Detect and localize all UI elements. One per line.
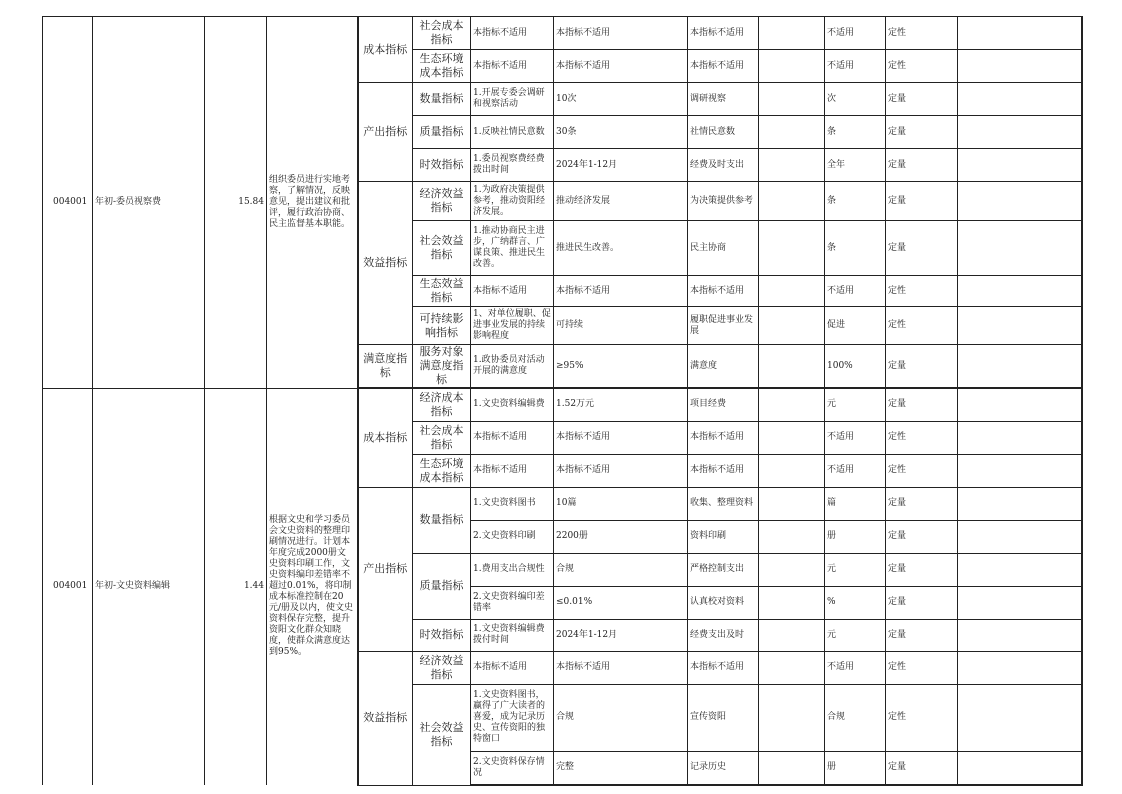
- project-goal: 组织委员进行实地考察，了解情况，反映意见，提出建议和批评，履行政治协商、民主监督基本职能。: [267, 17, 358, 389]
- indicator-name: 1.委员视察费经费拨出时间: [471, 149, 554, 182]
- indicator-name: 1.开展专委会调研和视察活动: [471, 83, 554, 116]
- indicator-unit: 元: [825, 388, 886, 421]
- indicator-value: 本指标不适用: [554, 651, 688, 684]
- blank-cell: [759, 149, 825, 182]
- remarks-cell: [958, 307, 1082, 345]
- remarks-cell: [958, 421, 1082, 454]
- indicator-type: 定量: [886, 553, 958, 586]
- blank-cell: [759, 421, 825, 454]
- indicator-name: 1.文史资料编辑费拨付时间: [471, 619, 554, 651]
- indicator-level2: 社会效益指标: [413, 221, 471, 276]
- indicator-level2: 生态环境成本指标: [413, 454, 471, 487]
- indicator-unit: %: [825, 586, 886, 619]
- indicator-basis: 资料印刷: [688, 520, 759, 553]
- indicator-type: 定性: [886, 421, 958, 454]
- indicator-value: 本指标不适用: [554, 17, 688, 50]
- indicator-basis: 本指标不适用: [688, 50, 759, 83]
- remarks-cell: [958, 619, 1082, 651]
- remarks-cell: [958, 487, 1082, 520]
- blank-cell: [759, 17, 825, 50]
- indicator-basis: 本指标不适用: [688, 421, 759, 454]
- indicator-basis: 经费支出及时: [688, 619, 759, 651]
- blank-cell: [759, 553, 825, 586]
- indicator-unit: 不适用: [825, 50, 886, 83]
- project-code: 004001: [43, 388, 93, 785]
- indicator-basis: 经费及时支出: [688, 149, 759, 182]
- indicator-basis: 民主协商: [688, 221, 759, 276]
- remarks-cell: [958, 651, 1082, 684]
- indicator-unit: 100%: [825, 345, 886, 389]
- indicator-type: 定量: [886, 182, 958, 221]
- blank-cell: [759, 487, 825, 520]
- project-amount: 15.84: [205, 17, 267, 389]
- indicator-value: 本指标不适用: [554, 50, 688, 83]
- indicator-value: 完整: [554, 751, 688, 785]
- indicator-unit: 册: [825, 751, 886, 785]
- indicator-type: 定性: [886, 454, 958, 487]
- indicator-value: 2024年1-12月: [554, 149, 688, 182]
- blank-cell: [759, 182, 825, 221]
- table-body: [43, 17, 1082, 786]
- indicator-unit: 促进: [825, 307, 886, 345]
- remarks-cell: [958, 83, 1082, 116]
- remarks-cell: [958, 221, 1082, 276]
- indicator-name: 1.文史资料编辑费: [471, 388, 554, 421]
- indicator-value: 推动经济发展: [554, 182, 688, 221]
- indicator-unit: 次: [825, 83, 886, 116]
- indicator-type: 定性: [886, 17, 958, 50]
- indicator-basis: 调研视察: [688, 83, 759, 116]
- blank-cell: [759, 83, 825, 116]
- indicator-type: 定量: [886, 586, 958, 619]
- indicator-unit: 全年: [825, 149, 886, 182]
- remarks-cell: [958, 17, 1082, 50]
- indicator-unit: 不适用: [825, 17, 886, 50]
- indicator-name: 本指标不适用: [471, 454, 554, 487]
- indicator-unit: 条: [825, 116, 886, 149]
- indicator-type: 定量: [886, 149, 958, 182]
- indicator-unit: 条: [825, 221, 886, 276]
- table-row: [43, 17, 1082, 50]
- indicator-basis: 本指标不适用: [688, 17, 759, 50]
- indicator-unit: 元: [825, 553, 886, 586]
- indicator-type: 定性: [886, 50, 958, 83]
- indicator-level2: 质量指标: [413, 553, 471, 619]
- indicator-basis: 满意度: [688, 345, 759, 389]
- blank-cell: [759, 651, 825, 684]
- indicator-level1: 效益指标: [358, 182, 413, 345]
- remarks-cell: [958, 50, 1082, 83]
- indicator-level1: 产出指标: [358, 487, 413, 651]
- indicator-name: 本指标不适用: [471, 50, 554, 83]
- performance-indicator-table: [42, 16, 1083, 786]
- indicator-type: 定性: [886, 307, 958, 345]
- indicator-level2: 可持续影响指标: [413, 307, 471, 345]
- remarks-cell: [958, 116, 1082, 149]
- indicator-unit: 篇: [825, 487, 886, 520]
- indicator-name: 本指标不适用: [471, 276, 554, 307]
- indicator-level1: 产出指标: [358, 83, 413, 182]
- indicator-unit: 不适用: [825, 454, 886, 487]
- indicator-unit: 元: [825, 619, 886, 651]
- blank-cell: [759, 388, 825, 421]
- project-goal: 根据文史和学习委员会文史资料的整理印刷情况进行。计划本年度完成2000册文史资料印刷工作，文史资料编印差错率不超过0.01%，将印制成本标准控制在20元/册及以内，使文史资料保存完整，提升资阳文化群众知晓度，使群众满意度达到95%。: [267, 388, 358, 785]
- indicator-value: 本指标不适用: [554, 454, 688, 487]
- indicator-basis: 严格控制支出: [688, 553, 759, 586]
- indicator-basis: 本指标不适用: [688, 651, 759, 684]
- indicator-name: 2.文史资料印刷: [471, 520, 554, 553]
- indicator-name: 1.推动协商民主进步，广纳群言、广谋良策、推进民生改善。: [471, 221, 554, 276]
- blank-cell: [759, 586, 825, 619]
- indicator-value: 推进民生改善。: [554, 221, 688, 276]
- indicator-type: 定量: [886, 619, 958, 651]
- indicator-type: 定量: [886, 221, 958, 276]
- indicator-type: 定量: [886, 388, 958, 421]
- indicator-type: 定量: [886, 751, 958, 785]
- indicator-basis: 项目经费: [688, 388, 759, 421]
- indicator-name: 1.为政府决策提供参考，推动资阳经济发展。: [471, 182, 554, 221]
- indicator-value: 10篇: [554, 487, 688, 520]
- remarks-cell: [958, 553, 1082, 586]
- blank-cell: [759, 116, 825, 149]
- remarks-cell: [958, 388, 1082, 421]
- indicator-name: 1.文史资料图书，赢得了广大读者的喜爱，成为记录历史、宣传资阳的独特窗口: [471, 684, 554, 751]
- blank-cell: [759, 751, 825, 785]
- indicator-level2: 社会成本指标: [413, 17, 471, 50]
- indicator-type: 定性: [886, 651, 958, 684]
- indicator-level2: 质量指标: [413, 116, 471, 149]
- remarks-cell: [958, 276, 1082, 307]
- indicator-value: 合规: [554, 553, 688, 586]
- indicator-name: 本指标不适用: [471, 421, 554, 454]
- indicator-unit: 条: [825, 182, 886, 221]
- indicator-value: 本指标不适用: [554, 421, 688, 454]
- indicator-value: 本指标不适用: [554, 276, 688, 307]
- remarks-cell: [958, 684, 1082, 751]
- blank-cell: [759, 307, 825, 345]
- indicator-level2: 时效指标: [413, 149, 471, 182]
- table-row: [43, 388, 1082, 421]
- indicator-basis: 收集、整理资料: [688, 487, 759, 520]
- indicator-value: 30条: [554, 116, 688, 149]
- indicator-type: 定量: [886, 520, 958, 553]
- indicator-basis: 本指标不适用: [688, 454, 759, 487]
- indicator-basis: 宣传资阳: [688, 684, 759, 751]
- indicator-unit: 不适用: [825, 421, 886, 454]
- project-name: 年初-委员视察费: [93, 17, 205, 389]
- indicator-level1: 满意度指标: [358, 345, 413, 389]
- project-name: 年初-文史资料编辑: [93, 388, 205, 785]
- indicator-basis: 为决策提供参考: [688, 182, 759, 221]
- indicator-name: 1.政协委员对活动开展的满意度: [471, 345, 554, 389]
- indicator-type: 定量: [886, 345, 958, 389]
- remarks-cell: [958, 454, 1082, 487]
- indicator-value: ≥95%: [554, 345, 688, 389]
- indicator-basis: 认真校对资料: [688, 586, 759, 619]
- blank-cell: [759, 345, 825, 389]
- blank-cell: [759, 276, 825, 307]
- indicator-level2: 社会效益指标: [413, 684, 471, 785]
- indicator-level2: 数量指标: [413, 487, 471, 553]
- indicator-name: 2.文史资料编印差错率: [471, 586, 554, 619]
- indicator-level2: 经济效益指标: [413, 182, 471, 221]
- indicator-name: 1.文史资料图书: [471, 487, 554, 520]
- indicator-value: 2024年1-12月: [554, 619, 688, 651]
- indicator-name: 1.费用支出合规性: [471, 553, 554, 586]
- indicator-name: 本指标不适用: [471, 17, 554, 50]
- remarks-cell: [958, 586, 1082, 619]
- indicator-value: 合规: [554, 684, 688, 751]
- indicator-unit: 合规: [825, 684, 886, 751]
- indicator-unit: 册: [825, 520, 886, 553]
- indicator-type: 定性: [886, 684, 958, 751]
- remarks-cell: [958, 345, 1082, 389]
- indicator-name: 1.反映社情民意数: [471, 116, 554, 149]
- indicator-level2: 数量指标: [413, 83, 471, 116]
- indicator-level2: 生态环境成本指标: [413, 50, 471, 83]
- blank-cell: [759, 454, 825, 487]
- remarks-cell: [958, 751, 1082, 785]
- blank-cell: [759, 50, 825, 83]
- indicator-level2: 社会成本指标: [413, 421, 471, 454]
- indicator-name: 2.文史资料保存情况: [471, 751, 554, 785]
- indicator-basis: 履职促进事业发展: [688, 307, 759, 345]
- remarks-cell: [958, 520, 1082, 553]
- indicator-type: 定量: [886, 83, 958, 116]
- indicator-level1: 成本指标: [358, 17, 413, 83]
- indicator-value: ≤0.01%: [554, 586, 688, 619]
- indicator-value: 可持续: [554, 307, 688, 345]
- indicator-type: 定量: [886, 116, 958, 149]
- indicator-type: 定性: [886, 276, 958, 307]
- indicator-value: 2200册: [554, 520, 688, 553]
- indicator-value: 10次: [554, 83, 688, 116]
- indicator-level2: 生态效益指标: [413, 276, 471, 307]
- indicator-type: 定量: [886, 487, 958, 520]
- indicator-level2: 服务对象满意度指标: [413, 345, 471, 389]
- indicator-level1: 效益指标: [358, 651, 413, 785]
- indicator-name: 本指标不适用: [471, 651, 554, 684]
- blank-cell: [759, 684, 825, 751]
- indicator-level2: 经济成本指标: [413, 388, 471, 421]
- indicator-basis: 记录历史: [688, 751, 759, 785]
- indicator-level1: 成本指标: [358, 388, 413, 487]
- indicator-basis: 社情民意数: [688, 116, 759, 149]
- remarks-cell: [958, 182, 1082, 221]
- blank-cell: [759, 619, 825, 651]
- project-code: 004001: [43, 17, 93, 389]
- blank-cell: [759, 221, 825, 276]
- indicator-level2: 经济效益指标: [413, 651, 471, 684]
- indicator-name: 1、对单位履职、促进事业发展的持续影响程度: [471, 307, 554, 345]
- blank-cell: [759, 520, 825, 553]
- remarks-cell: [958, 149, 1082, 182]
- indicator-value: 1.52万元: [554, 388, 688, 421]
- indicator-level2: 时效指标: [413, 619, 471, 651]
- indicator-unit: 不适用: [825, 276, 886, 307]
- indicator-basis: 本指标不适用: [688, 276, 759, 307]
- project-amount: 1.44: [205, 388, 267, 785]
- indicator-unit: 不适用: [825, 651, 886, 684]
